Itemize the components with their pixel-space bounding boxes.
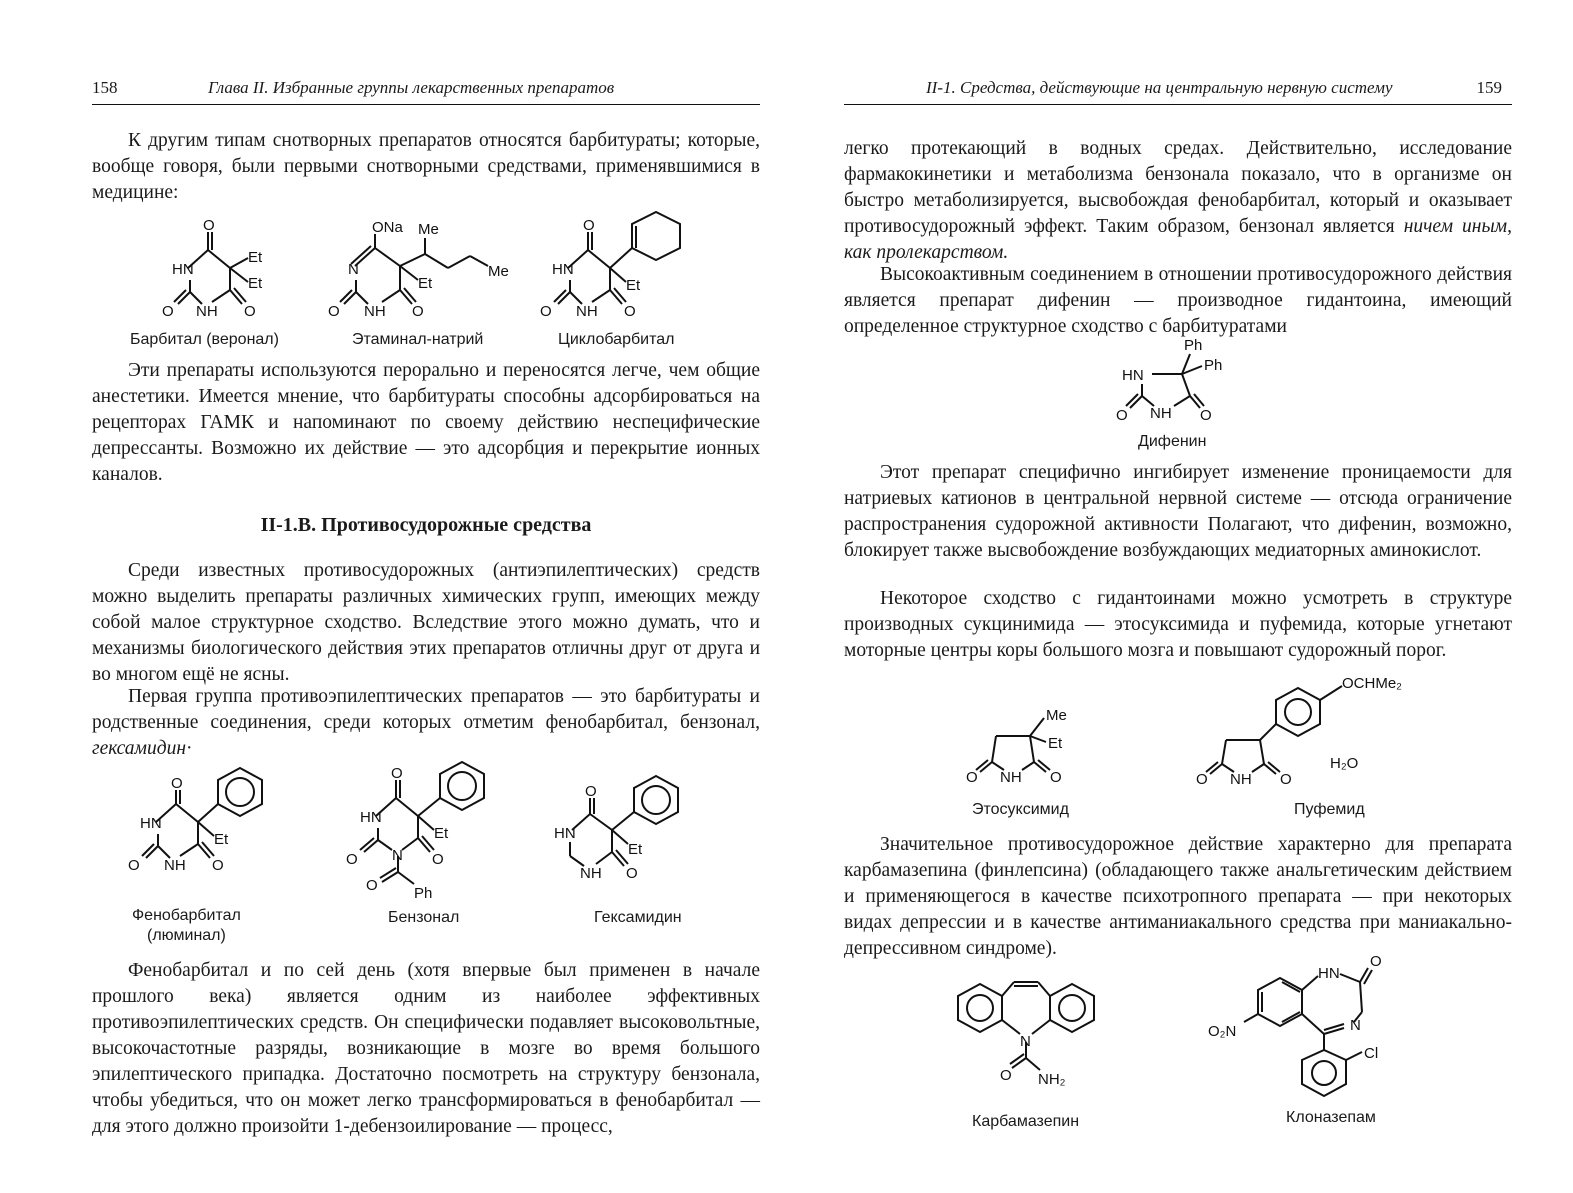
label-n: N: [1350, 1017, 1361, 1034]
section-heading: II-1.В. Противосудорожные средства: [260, 514, 592, 536]
structure-cyclobarbital: [540, 212, 700, 335]
label-cl: Cl: [1364, 1045, 1379, 1062]
caption-phenobarbital: [132, 906, 241, 946]
paragraph-first-group: [92, 684, 760, 762]
structure-pufemide: [1196, 668, 1436, 793]
label-me-chain: Me: [488, 263, 509, 280]
structure-benzonal: [336, 760, 506, 905]
paragraph-benzonal-text: легко протекающий в водных средах. Действительно, исследование фармакокинетики и метаболизма бензонала показало, что в организме он быстро метаболизируется, высвобождая фенобарбитал, который и оказывает противосудорожный эффект. Таким образом, бензонал является: [844, 138, 1512, 237]
label-n: N: [1020, 1033, 1031, 1050]
label-o-right: O: [412, 303, 424, 320]
label-et: Et: [434, 825, 449, 842]
label-ona: ONa: [372, 219, 403, 236]
label-o-top: O: [391, 765, 403, 782]
label-nh: NH: [164, 857, 186, 874]
paragraph-succinimides: Некоторое сходство с гидантоинами можно усмотреть в структуре производных сукцинимида — этосуксимида и пуфемида, которые угнетают моторные центры коры большого мозга и повышают судорожный порог.: [844, 588, 1512, 661]
label-o-right: O: [432, 851, 444, 868]
caption-phenobarbital-line1: Фенобарбитал: [132, 907, 241, 924]
caption-cyclobarbital: Циклобарбитал: [558, 331, 675, 348]
label-o-left: O: [966, 769, 978, 786]
label-o-right: O: [244, 303, 256, 320]
left-page: [0, 0, 786, 1193]
label-o-right: O: [626, 865, 638, 882]
caption-barbital: Барбитал (веронал): [130, 331, 279, 348]
label-nh: NH: [196, 303, 218, 320]
label-o-left: O: [540, 303, 552, 320]
label-hn: HN: [1318, 965, 1340, 982]
label-me: Me: [1046, 707, 1067, 724]
label-nh: NH: [1230, 771, 1252, 788]
paragraph-phenobarbital: Фенобарбитал и по сей день (хотя впервые был применен в начале прошлого века) является одним из наиболее эффективных противоэпилептических средств. Он специфически подавляет высоковольтные, высокочастотные разряды, возникающие в мозге во время большого эпилептического припадка. Достаточно посмотреть на структуру бензонала, чтобы убедиться, что он может легко трансформироваться в фенобарбитал — для этого должно произойти 1-дебензоилирование — процесс,: [92, 960, 760, 1137]
label-ph: Ph: [414, 885, 433, 902]
label-o-top: O: [203, 217, 215, 234]
caption-benzonal: Бензонал: [388, 909, 460, 926]
label-o-right: O: [624, 303, 636, 320]
paragraph-barbiturates-intro: К другим типам снотворных препаратов относятся барбитураты; которые, вообще говоря, были первыми снотворными средствами, применявшимися в медицине:: [92, 130, 760, 203]
label-et: Et: [214, 831, 229, 848]
label-ochme2: OCHMe₂: [1342, 675, 1402, 692]
running-head-left: [92, 78, 760, 105]
paragraph-difenin-intro: Высокоактивным соединением в отношении противосудорожного действия является препарат дифенин — производное гидантоина, имеющий определенное структурное сходство с барбитуратами: [844, 264, 1512, 337]
caption-pufemide: Пуфемид: [1294, 801, 1365, 818]
caption-phenobarbital-line2: (люминал): [147, 927, 226, 944]
caption-ethosuximide: Этосуксимид: [972, 801, 1069, 818]
label-et: Et: [1048, 735, 1063, 752]
label-et: Et: [418, 275, 433, 292]
caption-difenin: Дифенин: [1138, 433, 1207, 450]
label-o-left: O: [346, 851, 358, 868]
paragraph-benzonal-metabolism: [844, 136, 1512, 266]
caption-hexamidine: Гексамидин: [594, 909, 682, 926]
structure-clonazepam: [1206, 953, 1406, 1101]
label-o-top: O: [583, 217, 595, 234]
page-number-right: 159: [1476, 78, 1502, 97]
label-et: Et: [626, 277, 641, 294]
label-ph-right: Ph: [1204, 357, 1223, 374]
label-o-benzoyl: O: [366, 877, 378, 894]
running-title-right: II-1. Средства, действующие на центральную нервную систему: [926, 78, 1393, 97]
paragraph-first-group-text: Первая группа противоэпилептических препаратов — это барбитураты и родственные соединения, среди которых отметим фенобарбитал, бензонал,: [92, 686, 760, 733]
structure-barbital: [162, 217, 288, 335]
label-o-right: O: [1280, 771, 1292, 788]
paragraph-first-group-end: ·: [186, 738, 193, 759]
label-hn: HN: [1122, 367, 1144, 384]
label-o-right: O: [212, 857, 224, 874]
label-hn: HN: [552, 261, 574, 278]
label-et-2: Et: [248, 275, 263, 292]
label-o-right: O: [1200, 407, 1212, 424]
label-o-right: O: [1050, 769, 1062, 786]
paragraph-anticonvulsants-intro: Среди известных противосудорожных (антиэпилептических) средств можно выделить препараты различных химических групп, имеющих между собой малое структурное сходство. Вследствие этого можно думать, что и механизмы биологического действия этих препаратов отличны друг от друга и во многом ещё не ясны.: [92, 560, 760, 685]
label-me: Me: [418, 221, 439, 238]
label-o-left: O: [328, 303, 340, 320]
label-nh: NH: [1000, 769, 1022, 786]
label-hn: HN: [554, 825, 576, 842]
prodrug-italic: ничем иным, как пролекарством.: [844, 216, 1512, 263]
right-page: [786, 0, 1573, 1193]
caption-etaminal: Этаминал-натрий: [352, 331, 484, 348]
paragraph-difenin-action: Этот препарат специфично ингибирует изменение проницаемости для натриевых катионов в центральной нервной системе — отсюда ограничение распространения судорожной активности Полагают, что дифенин, возможно, блокирует также высвобождение возбуждающих медиаторных аминокислот.: [844, 462, 1512, 561]
label-h2o: H₂O: [1330, 755, 1359, 772]
label-n: N: [392, 847, 403, 864]
label-hn: HN: [172, 261, 194, 278]
label-o-top: O: [585, 783, 597, 800]
structure-difenin: [1116, 337, 1236, 435]
label-nh: NH: [1150, 405, 1172, 422]
structure-etaminal-sodium: [320, 220, 520, 335]
label-o-left: O: [128, 857, 140, 874]
label-o-left: O: [1196, 771, 1208, 788]
running-head-right: [844, 78, 1512, 105]
label-et: Et: [628, 841, 643, 858]
label-n: N: [348, 261, 359, 278]
running-title-left: Глава II. Избранные группы лекарственных препаратов: [208, 78, 615, 97]
label-nh: NH: [364, 303, 386, 320]
label-et-1: Et: [248, 249, 263, 266]
structure-carbamazepine: [950, 976, 1110, 1101]
label-o-left: O: [162, 303, 174, 320]
label-o-top: O: [171, 775, 183, 792]
caption-carbamazepine: Карбамазепин: [972, 1113, 1080, 1130]
label-nh: NH: [576, 303, 598, 320]
label-ph-top: Ph: [1184, 337, 1203, 354]
paragraph-barbiturates-action: Эти препараты используются перорально и переносятся легче, чем общие анестетики. Имеется мнение, что барбитураты способны адсорбироваться на рецепторах ГАМК и напоминают по своему действию неспецифические депрессанты. Возможно их действие — это адсорбция и перекрытие ионных каналов.: [92, 360, 760, 485]
structure-hexamidine: [550, 772, 700, 907]
label-nh: NH: [580, 865, 602, 882]
caption-clonazepam: Клоназепам: [1286, 1109, 1376, 1126]
label-o: O: [1000, 1067, 1012, 1084]
label-o2n: O₂N: [1208, 1023, 1237, 1040]
label-hn: HN: [360, 809, 382, 826]
label-o: O: [1370, 953, 1382, 970]
paragraph-carbamazepine: Значительное противосудорожное действие характерно для препарата карбамазепина (финлепсина) (обладающего также анальгетическим действием и применяющегося в качестве психотропного препарата — при некоторых видах депрессии и в качестве антиманиакального средства при маниакально-депрессивном синдроме).: [844, 834, 1512, 959]
page-number-left: 158: [92, 78, 118, 97]
label-hn: HN: [140, 815, 162, 832]
structure-ethosuximide: [966, 700, 1086, 795]
label-o-left: O: [1116, 407, 1128, 424]
hexamidine-italic: гексамидин: [92, 738, 187, 759]
label-nh2: NH₂: [1038, 1071, 1066, 1088]
structure-phenobarbital: [120, 760, 270, 895]
